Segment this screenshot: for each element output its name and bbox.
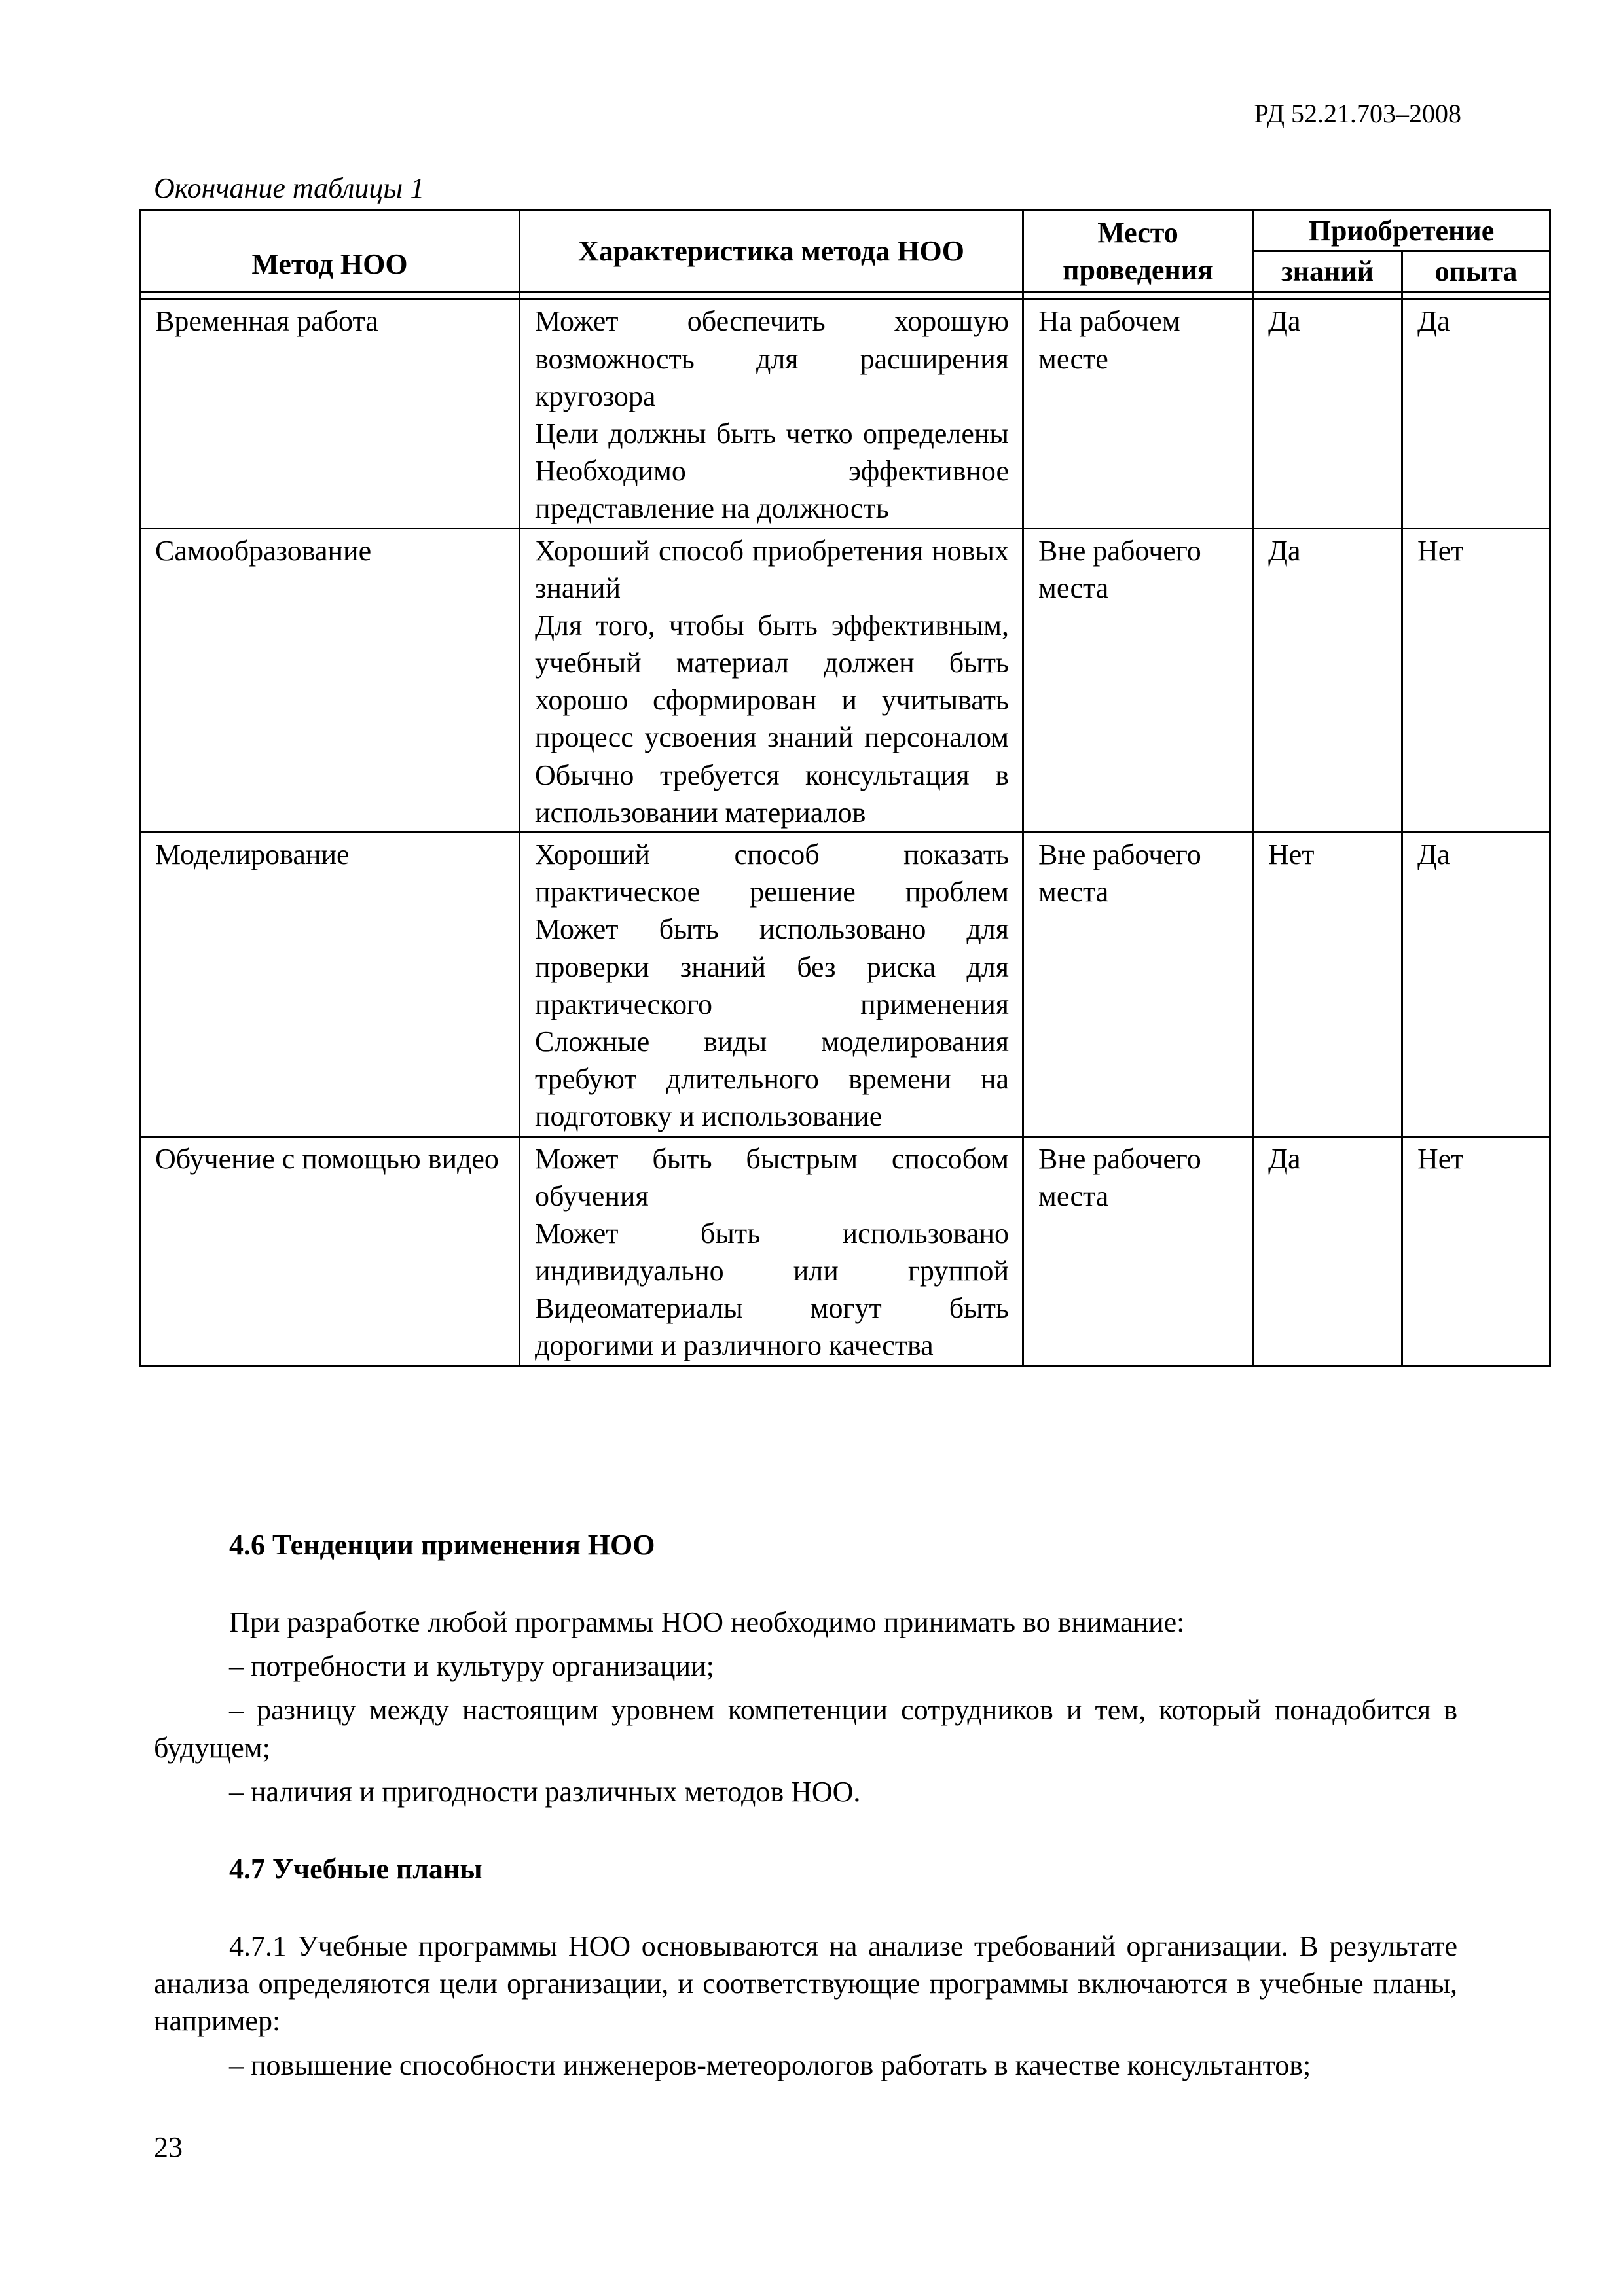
section-4-7-body	[154, 1928, 1457, 2084]
header-place-text: Место проведения	[1063, 216, 1213, 286]
list-item: – потребности и культуру организации;	[229, 1650, 714, 1683]
table-row	[140, 1136, 1550, 1365]
cell-method: Временная работа	[140, 299, 520, 528]
header-characteristic	[520, 211, 1023, 292]
paragraph: 4.7.1 Учебные программы НОО основываются на анализе требований организации. В результате анализа определяются цели организации, и соответствующие программы включаются в учебные планы, например:	[154, 1930, 1457, 2037]
section-4-7-title: 4.7 Учебные планы	[229, 1853, 483, 1885]
paragraph: При разработке любой программы НОО необходимо принимать во внимание:	[229, 1606, 1185, 1638]
cell-experience: Да	[1402, 833, 1550, 1137]
description-item: Может обеспечить хорошую возможность для расширения кругозора	[535, 305, 1009, 412]
header-spacer	[1253, 292, 1402, 299]
table-row	[140, 299, 1550, 528]
header-spacer	[1402, 292, 1550, 299]
header-place	[1023, 211, 1253, 292]
header-spacer	[140, 292, 520, 299]
description-item: Может быть быстрым способом обучения	[535, 1142, 1009, 1212]
cell-experience: Да	[1402, 299, 1550, 528]
section-4-6-body	[154, 1604, 1457, 1810]
description-item: Хороший способ приобретения новых знаний	[535, 534, 1009, 604]
table-caption: Окончание таблицы 1	[154, 172, 425, 204]
header-acquisition: Приобретение	[1253, 211, 1550, 251]
section-4-6-title: 4.6 Тенденции применения НОО	[229, 1529, 655, 1561]
cell-description	[520, 1136, 1023, 1365]
cell-description	[520, 833, 1023, 1137]
description-item: Может быть использовано для проверки знаний без риска для практического применения	[535, 913, 1009, 1020]
description-item: Необходимо эффективное представление на должность	[535, 455, 1009, 525]
list-item: – наличия и пригодности различных методов НОО.	[229, 1775, 861, 1808]
document-code: РД 52.21.703–2008	[1254, 99, 1461, 128]
cell-description	[520, 528, 1023, 833]
description-item: Хороший способ показать практическое решение проблем	[535, 838, 1009, 908]
cell-method: Моделирование	[140, 833, 520, 1137]
header-spacer	[520, 292, 1023, 299]
description-item: Видеоматериалы могут быть дорогими и различного качества	[535, 1292, 1009, 1362]
header-characteristic-text: Характеристика метода НОО	[578, 235, 964, 268]
cell-knowledge: Да	[1253, 299, 1402, 528]
cell-method: Самообразование	[140, 528, 520, 833]
list-item: – повышение способности инженеров-метеорологов работать в качестве консультантов;	[229, 2049, 1311, 2081]
description-item: Может быть использовано индивидуально или группой	[535, 1217, 1009, 1287]
cell-method: Обучение с помощью видео	[140, 1136, 520, 1365]
description-item: Цели должны быть четко определены	[535, 417, 1009, 450]
header-experience: опыта	[1402, 251, 1550, 292]
page-number: 23	[154, 2131, 183, 2163]
description-item: Сложные виды моделирования требуют длительного времени на подготовку и использование	[535, 1025, 1009, 1133]
cell-place: Вне рабочего места	[1023, 833, 1253, 1137]
cell-place: Вне рабочего места	[1023, 1136, 1253, 1365]
header-knowledge: знаний	[1253, 251, 1402, 292]
cell-description	[520, 299, 1023, 528]
table-row	[140, 833, 1550, 1137]
list-item: – разницу между настоящим уровнем компетенции сотрудников и тем, который понадобится в будущем;	[154, 1694, 1457, 1764]
cell-experience: Нет	[1402, 1136, 1550, 1365]
cell-knowledge: Да	[1253, 1136, 1402, 1365]
header-spacer	[1023, 292, 1253, 299]
cell-experience: Нет	[1402, 528, 1550, 833]
table-row	[140, 528, 1550, 833]
cell-place: На рабочем месте	[1023, 299, 1253, 528]
cell-knowledge: Нет	[1253, 833, 1402, 1137]
description-item: Для того, чтобы быть эффективным, учебный материал должен быть хорошо сформирован и учитывать процесс усвоения знаний персоналом	[535, 609, 1009, 754]
description-item: Обычно требуется консультация в использовании материалов	[535, 759, 1009, 829]
header-method: Метод НОО	[140, 211, 520, 292]
cell-knowledge: Да	[1253, 528, 1402, 833]
methods-table	[139, 209, 1551, 1367]
cell-place: Вне рабочего места	[1023, 528, 1253, 833]
